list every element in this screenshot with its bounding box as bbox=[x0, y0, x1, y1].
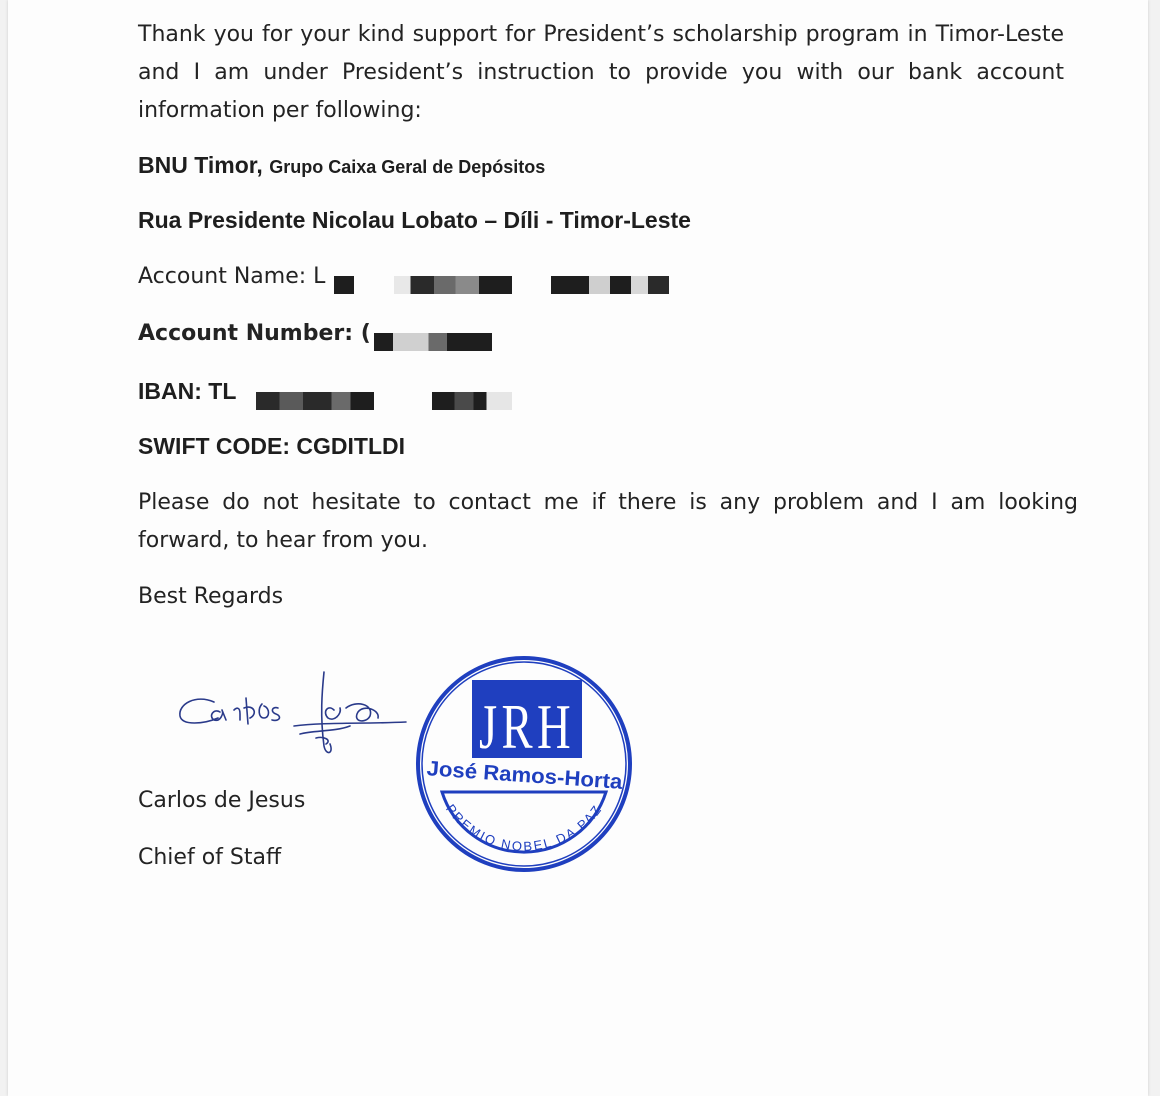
account-name-visible: L bbox=[313, 264, 326, 289]
closing-paragraph: Please do not hesitate to contact me if there is any problem and I am looking forward, to hear from you. bbox=[138, 490, 1078, 553]
account-name-label: Account Name: bbox=[138, 264, 307, 289]
iban-redaction bbox=[256, 392, 374, 410]
account-number-visible: ( bbox=[360, 321, 371, 346]
account-number-line bbox=[138, 321, 371, 346]
intro-paragraph: Thank you for your kind support for President’s scholarship program in Timor-Leste and I am under President’s instruction to provide you with our bank account information per following: bbox=[138, 22, 1064, 123]
account-name-redaction bbox=[551, 276, 669, 294]
iban-redaction bbox=[432, 392, 512, 410]
bank-name-line bbox=[138, 152, 545, 179]
letter-page bbox=[8, 0, 1148, 1096]
account-name-line bbox=[138, 264, 325, 289]
seal-monogram: JRH bbox=[479, 691, 575, 762]
seal-name: José Ramos-Horta bbox=[425, 757, 613, 794]
signature-image bbox=[174, 664, 420, 760]
account-name-redaction bbox=[334, 276, 354, 294]
signatory-title: Chief of Staff bbox=[138, 845, 282, 870]
bank-address: Rua Presidente Nicolau Lobato – Díli - Timor-Leste bbox=[138, 207, 691, 233]
best-regards: Best Regards bbox=[138, 584, 284, 609]
account-name-redaction bbox=[394, 276, 512, 294]
iban-visible: TL bbox=[208, 378, 237, 404]
bank-name: BNU Timor, bbox=[138, 152, 263, 178]
iban-label: IBAN: bbox=[138, 378, 202, 404]
svg-text:PREMIO NOBEL DA PAZ bbox=[443, 801, 605, 854]
bank-group: Grupo Caixa Geral de Depósitos bbox=[269, 157, 546, 177]
account-number-redaction bbox=[374, 333, 492, 351]
swift-code: SWIFT CODE: CGDITLDI bbox=[138, 433, 406, 459]
iban-line bbox=[138, 378, 236, 405]
signatory-name: Carlos de Jesus bbox=[138, 788, 306, 813]
seal-motto: PREMIO NOBEL DA PAZ bbox=[442, 801, 606, 854]
account-number-label: Account Number: bbox=[138, 321, 354, 346]
jrh-seal bbox=[412, 652, 636, 876]
